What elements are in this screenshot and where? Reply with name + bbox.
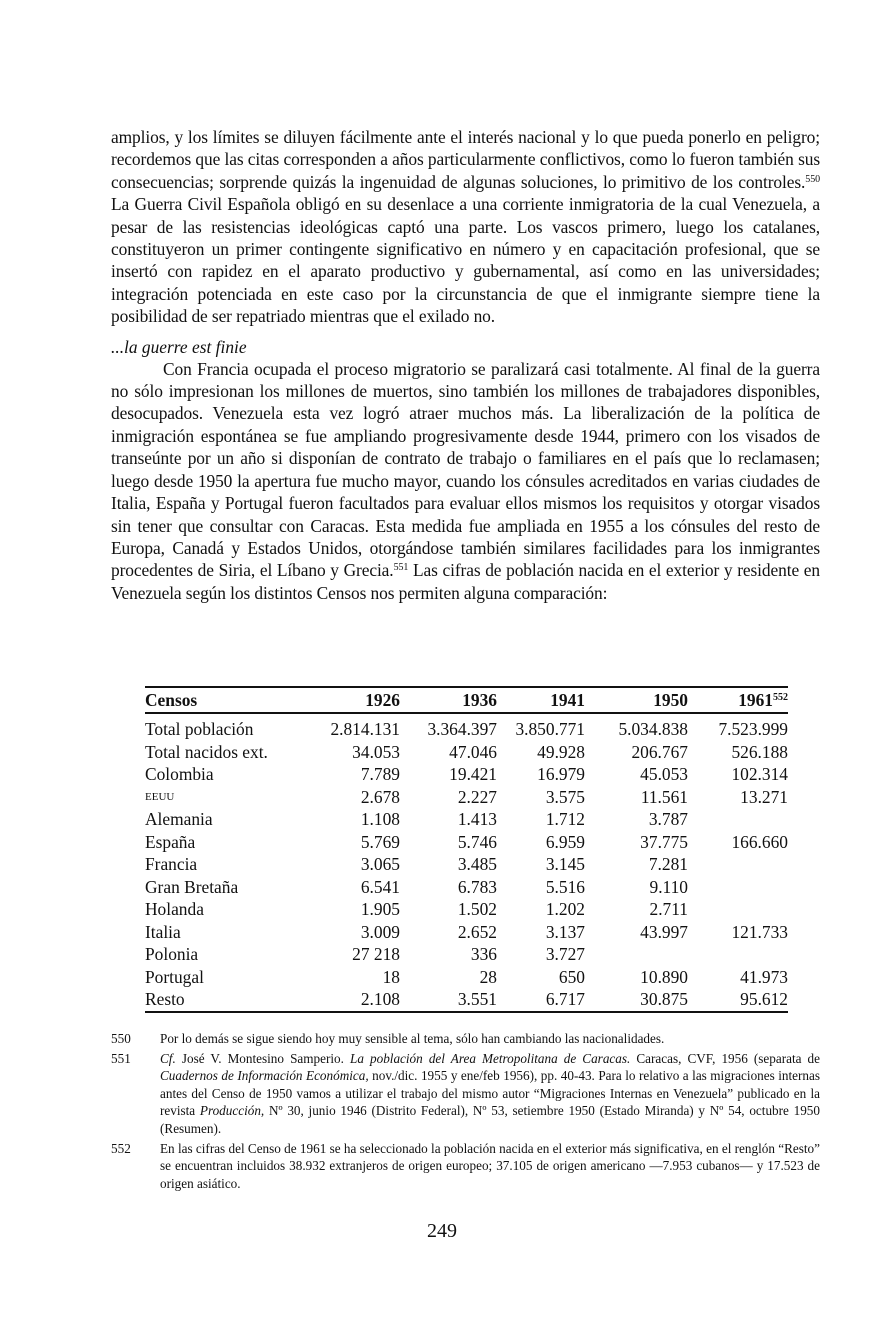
cell-1936: 6.783 (457, 876, 497, 897)
row-label: Holanda (145, 899, 204, 920)
footnote-number: 550 (111, 1031, 131, 1046)
cell-1941: 6.959 (545, 831, 585, 852)
table-row (145, 808, 788, 831)
row-label: Polonia (145, 944, 199, 965)
cell-1941: 3.727 (545, 944, 585, 965)
cell-1926: 2.814.131 (330, 719, 400, 740)
paragraph-1-text-a: amplios, y los límites se diluyen fácilmente ante el interés nacional y lo que pueda ponerlo en peligro; recordemos que las citas corresponden a años particularmente conflictivos, como lo fueron también sus consecuencias; sorprende quizás la ingenuidad de algunas soluciones, lo primitivo de los controles. (111, 127, 820, 192)
footnote-author: José V. Montesino Samperio. (175, 1050, 350, 1066)
cell-1941: 650 (558, 966, 585, 987)
table-row (145, 786, 788, 809)
census-table-container (145, 686, 788, 1013)
footnote-mid1: Caracas, CVF, 1956 (separata de (630, 1050, 821, 1066)
header-1950: 1950 (653, 690, 688, 710)
table-body (145, 713, 788, 1012)
cell-1936: 336 (470, 944, 497, 965)
table-row (145, 966, 788, 989)
cell-1950: 37.775 (640, 831, 688, 852)
footnote-journal: Cuadernos de Información Económica, (160, 1068, 369, 1084)
footnote-number: 551 (111, 1050, 131, 1066)
cell-1936: 1.413 (457, 809, 497, 830)
cell-1950: 45.053 (640, 764, 688, 785)
cell-1961: 13.271 (740, 786, 788, 807)
cell-1936: 28 (479, 966, 497, 987)
cell-1950: 5.034.838 (618, 719, 688, 740)
cell-1941: 3.575 (545, 786, 585, 807)
cell-1936: 19.421 (449, 764, 497, 785)
table-row (145, 763, 788, 786)
cell-1936: 2.227 (457, 786, 497, 807)
cell-1950: 30.875 (640, 989, 688, 1010)
paragraph-2 (111, 358, 820, 604)
cell-1961: 166.660 (731, 831, 788, 852)
cell-1941: 16.979 (537, 764, 585, 785)
row-label: Colombia (145, 764, 214, 785)
cell-1961: 41.973 (740, 966, 788, 987)
row-label: Francia (145, 854, 198, 875)
footnote-ref-550[interactable]: 550 (805, 173, 820, 185)
cell-1941: 1.712 (545, 809, 585, 830)
cell-1941: 49.928 (537, 741, 585, 762)
cell-1950: 9.110 (649, 876, 688, 897)
cell-1926: 18 (382, 966, 400, 987)
footnote-551 (111, 1050, 820, 1138)
cell-1950: 2.711 (649, 899, 688, 920)
table-row (145, 741, 788, 764)
cell-1941: 5.516 (545, 876, 585, 897)
section-heading: ...la guerre est finie (111, 336, 247, 357)
cell-1941: 3.137 (545, 921, 585, 942)
table-row (145, 943, 788, 966)
row-label: Italia (145, 921, 181, 942)
cell-1961: 121.733 (731, 921, 788, 942)
header-1936: 1936 (462, 690, 497, 710)
table-row (145, 898, 788, 921)
row-label: Alemania (145, 809, 213, 830)
cell-1936: 3.551 (457, 989, 497, 1010)
header-1961 (688, 687, 788, 713)
cell-1961 (688, 898, 788, 921)
header-1941: 1941 (550, 690, 585, 710)
cell-1950: 43.997 (640, 921, 688, 942)
row-label: Total población (145, 719, 254, 740)
cell-1936: 3.485 (457, 854, 497, 875)
cell-1926: 1.905 (360, 899, 400, 920)
footnote-550 (111, 1030, 820, 1048)
table-header-row (145, 687, 788, 713)
page-body (111, 126, 820, 604)
row-label: Total nacidos ext. (145, 741, 268, 762)
cell-1961 (688, 876, 788, 899)
cell-1926: 6.541 (360, 876, 400, 897)
paragraph-1-text-b: La Guerra Civil Española obligó en su desenlace a una corriente inmigratoria de la cual Venezuela, a pesar de las resistencias ideológicas captó una parte. Los vascos primero, luego los catalanes, constituyeron un primer contingente significativo en número y en capacitación profesional, que se insertó con rapidez en el aparato productivo y gubernamental, así como en las universidades; integración potenciada en este caso por la circunstancia de que el inmigrante siempre tiene la posibilidad de ser repatriado mientras que el exilado no. (111, 194, 820, 327)
cell-1961: 526.188 (731, 741, 788, 762)
table-row (145, 713, 788, 741)
cell-1926: 3.065 (360, 854, 400, 875)
cell-1936: 2.652 (457, 921, 497, 942)
footnote-ref-552[interactable]: 552 (773, 692, 788, 703)
paragraph-1 (111, 126, 820, 328)
cell-1926: 3.009 (360, 921, 400, 942)
cell-1961 (688, 853, 788, 876)
cell-1926: 2.678 (360, 786, 400, 807)
footnote-magazine: Producción, (199, 1103, 265, 1119)
header-1961-label: 1961 (738, 690, 773, 710)
cell-1961: 7.523.999 (718, 719, 788, 740)
cell-1936: 3.364.397 (427, 719, 497, 740)
cell-1941: 3.850.771 (515, 719, 585, 740)
paragraph-2-text-b: Las cifras de población nacida en el exterior y residente en Venezuela según los distintos Censos nos permiten alguna comparación: (111, 560, 820, 603)
table-row (145, 853, 788, 876)
cell-1950: 7.281 (648, 854, 688, 875)
row-label: Portugal (145, 966, 204, 987)
page-number: 249 (427, 1220, 457, 1242)
cell-1950: 3.787 (648, 809, 688, 830)
footnotes (111, 1030, 820, 1194)
row-label: Gran Bretaña (145, 876, 239, 897)
footnote-mid2: nov./dic. 1955 y ene/feb 1956), pp. 40-43. Para lo relativo a las migraciones internas antes del Censo de 1950 vamos a utilizar el trabajo del mismo autor “Migraciones Internas en Venezuela” publicado en la revista (160, 1068, 820, 1119)
header-1926: 1926 (365, 690, 400, 710)
cell-1926: 1.108 (360, 809, 400, 830)
cell-1950 (585, 943, 688, 966)
cell-1961 (688, 808, 788, 831)
cell-1936: 47.046 (449, 741, 497, 762)
table-row (145, 921, 788, 944)
table-row (145, 831, 788, 854)
cell-1961: 102.314 (731, 764, 788, 785)
footnote-cf: Cf. (160, 1050, 176, 1066)
table-row (145, 988, 788, 1012)
paragraph-2-text-a: Con Francia ocupada el proceso migratorio se paralizará casi totalmente. Al final de la guerra no sólo impresionan los millones de muertos, sino también los millones de trabajadores disponibles, desocupados. Venezuela esta vez logró atraer muchos más. La liberalización de la política de inmigración espontánea se fue ampliando progresivamente desde 1944, primero con los visados de transeúnte por un año si disponían de contrato de trabajo o familiares en el país que lo reclamasen; luego desde 1950 la apertura fue mucho mayor, cuando los cónsules acreditados en varias ciudades de Italia, España y Portugal fueron facultados para evaluar ellos mismos los requisitos y otorgar visados sin tener que consultar con Caracas. Esta medida fue ampliada en 1955 a los cónsules del resto de Europa, Canadá y Estados Unidos, otorgándose también similares facilidades para los inmigrantes procedentes de Siria, el Líbano y Grecia. (111, 358, 820, 581)
cell-1936: 1.502 (457, 899, 497, 920)
cell-1950: 10.890 (640, 966, 688, 987)
census-table (145, 686, 788, 1013)
footnote-ref-551[interactable]: 551 (393, 562, 409, 574)
cell-1941: 3.145 (545, 854, 585, 875)
row-label: Resto (145, 989, 185, 1010)
cell-1961 (688, 943, 788, 966)
footnote-text (160, 1050, 820, 1138)
cell-1961: 95.612 (740, 989, 788, 1010)
footnote-end: Nº 30, junio 1946 (Distrito Federal), Nº 53, setiembre 1950 (Estado Miranda) y Nº 54, octubre 1950 (Resumen). (160, 1103, 820, 1136)
footnote-text: En las cifras del Censo de 1961 se ha seleccionado la población nacida en el exterior más significativa, en el renglón “Resto” se encuentran incluidos 38.932 extranjeros de origen europeo; 37.105 de origen americano —7.953 cubanos— y 17.523 de origen asiático. (160, 1140, 820, 1191)
footnote-text: Por lo demás se sigue siendo hoy muy sensible al tema, sólo han cambiando las nacionalidades. (160, 1031, 665, 1046)
footnote-title: La población del Area Metropolitana de Caracas. (350, 1050, 631, 1066)
row-label: EEUU (145, 790, 175, 803)
footnote-number: 552 (111, 1140, 131, 1156)
cell-1941: 6.717 (545, 989, 585, 1010)
row-label: España (145, 831, 196, 852)
footnote-552 (111, 1140, 820, 1193)
cell-1941: 1.202 (545, 899, 585, 920)
table-row (145, 876, 788, 899)
cell-1936: 5.746 (457, 831, 497, 852)
cell-1926: 5.769 (360, 831, 400, 852)
cell-1950: 11.561 (640, 786, 688, 807)
cell-1926: 7.789 (360, 764, 400, 785)
cell-1926: 27 218 (352, 944, 400, 965)
cell-1926: 2.108 (360, 989, 400, 1010)
cell-1926: 34.053 (352, 741, 400, 762)
cell-1950: 206.767 (631, 741, 688, 762)
header-censos: Censos (145, 690, 198, 710)
